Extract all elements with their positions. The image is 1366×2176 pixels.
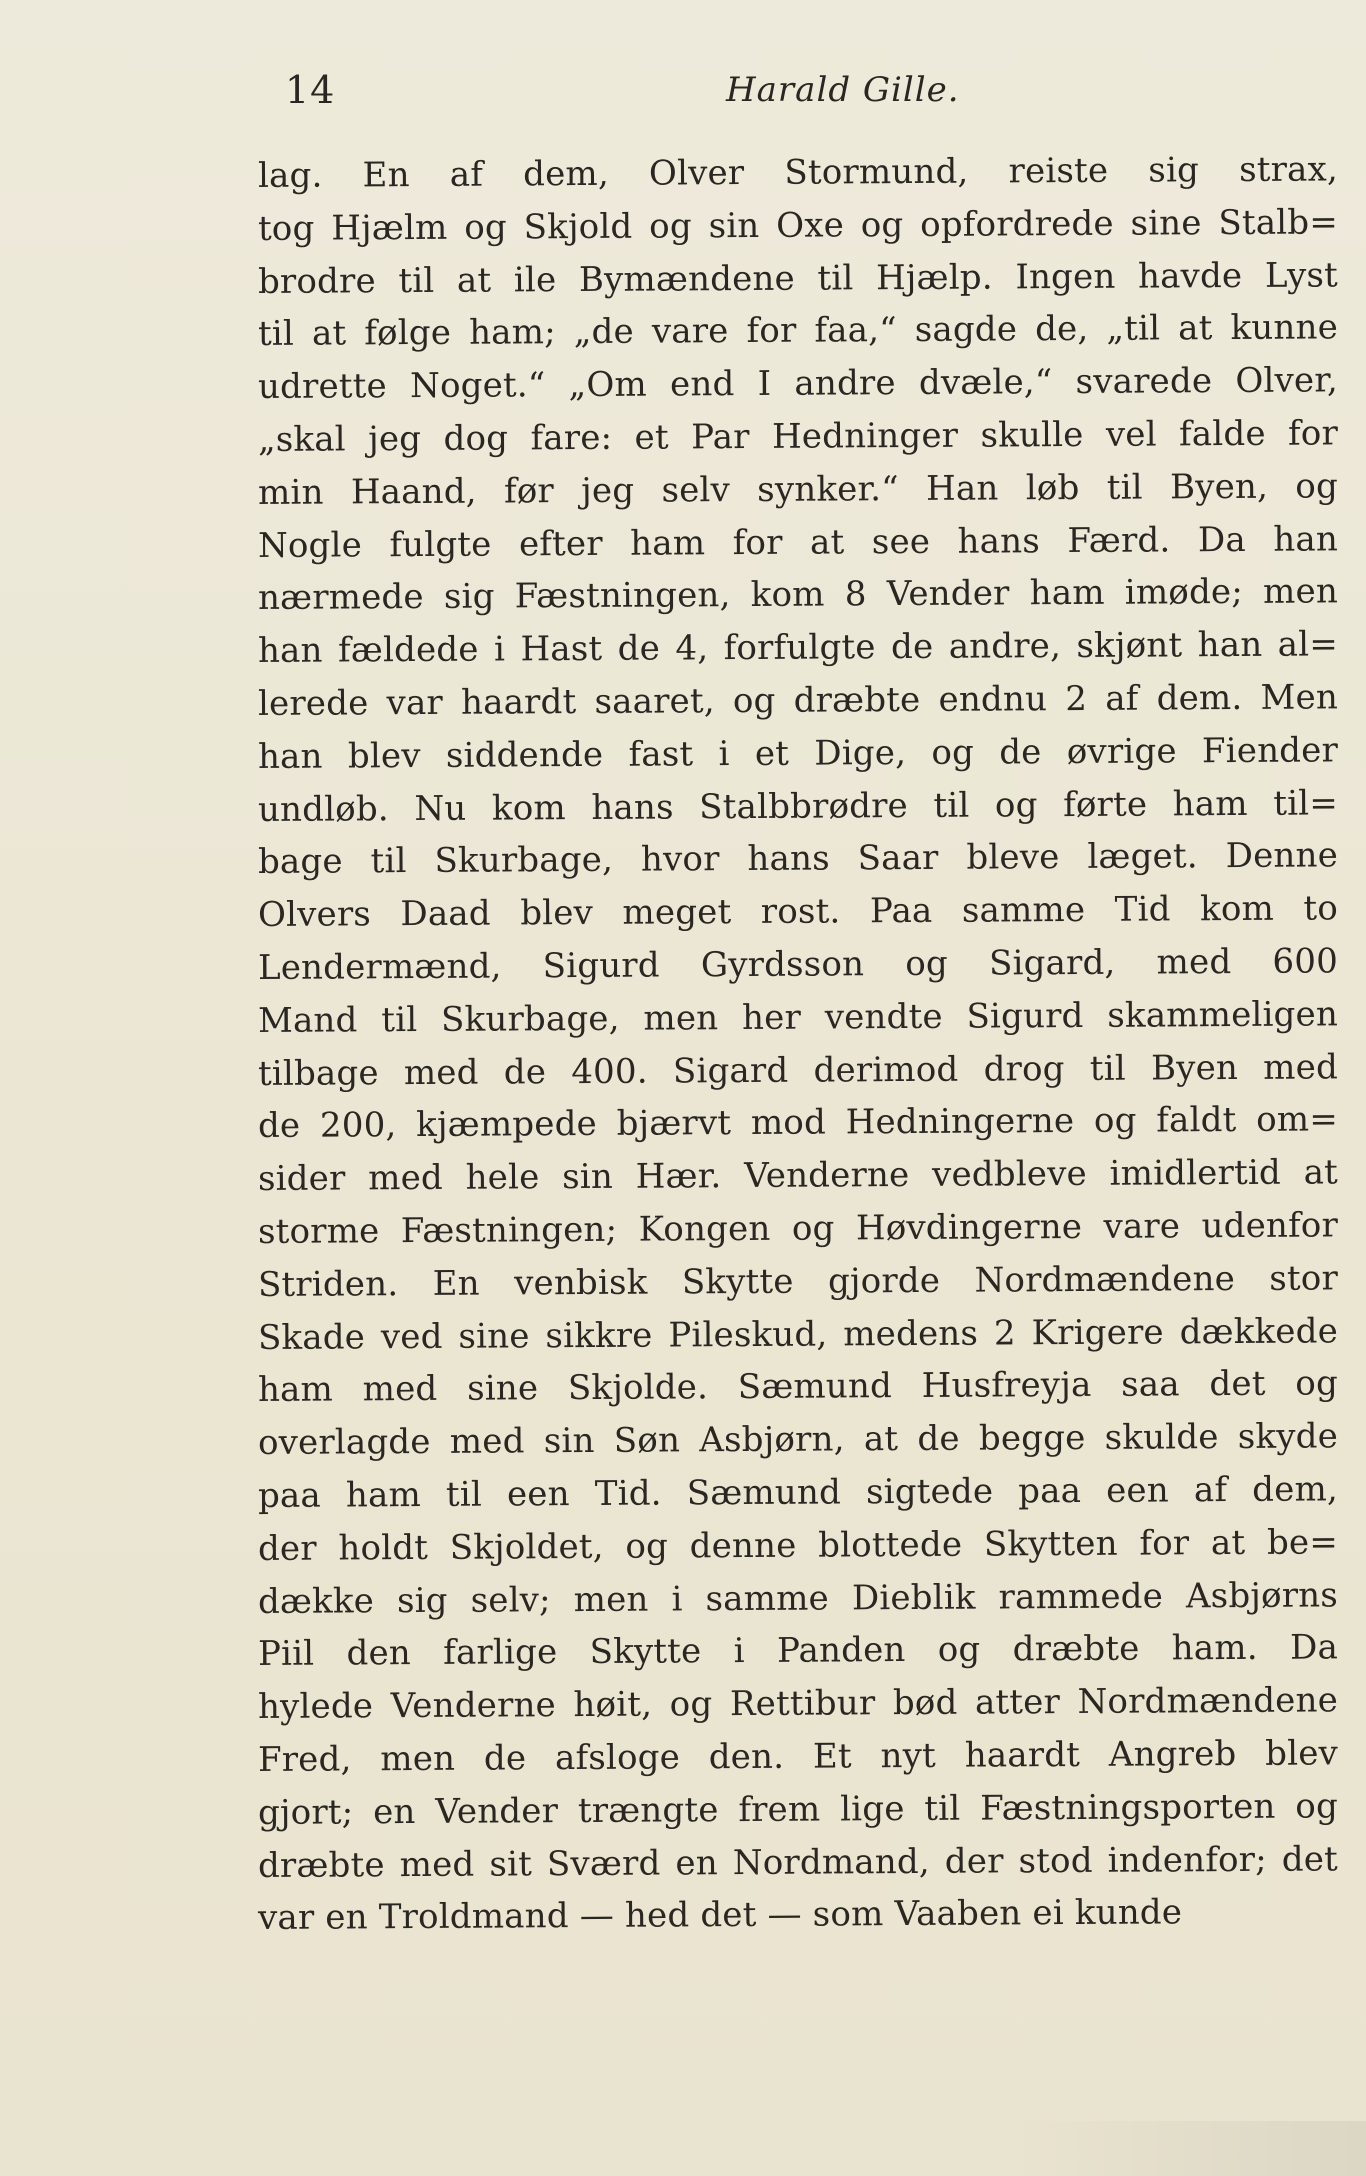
text-line: ham med sine Skjolde. Sæmund Husfreyja saa det og <box>257 1363 1339 1411</box>
text-line: tilbage med de 400. Sigard derimod drog til Byen med <box>257 1046 1339 1094</box>
text-line: Mand til Skurbage, men her vendte Sigurd skammeligen <box>257 994 1339 1041</box>
text-line: nærmede sig Fæstningen, kom 8 Vender ham imøde; men <box>257 571 1339 619</box>
text-line: overlagde med sin Søn Asbjørn, at de begge skulde skyde <box>257 1416 1339 1464</box>
text-line: sider med hele sin Hær. Venderne vedbleve imidlertid at <box>257 1152 1339 1200</box>
text-line: lerede var haardt saaret, og dræbte endnu 2 af dem. Men <box>257 677 1339 724</box>
text-line: dræbte med sit Sværd en Nordmand, der stod indenfor; det <box>257 1838 1339 1886</box>
text-line: Olvers Daad blev meget rost. Paa samme Tid kom to <box>257 888 1339 936</box>
page-number: 14 <box>285 68 336 112</box>
text-line: Skade ved sine sikkre Pileskud, medens 2 Krigere dækkede <box>257 1310 1339 1358</box>
text-line: hylede Venderne høit, og Rettibur bød atter Nordmændene <box>257 1680 1339 1728</box>
text-line: brodre til at ile Bymændene til Hjælp. Ingen havde Lyst <box>257 254 1339 302</box>
text-line: bage til Skurbage, hvor hans Saar bleve læget. Denne <box>257 835 1339 883</box>
text-line: Striden. En venbisk Skytte gjorde Nordmændene stor <box>257 1258 1339 1305</box>
page-edge-shadow <box>1006 2121 1366 2176</box>
text-line: der holdt Skjoldet, og denne blottede Skytten for at be= <box>257 1522 1339 1569</box>
text-line: dække sig selv; men i samme Dieblik rammede Asbjørns <box>257 1574 1339 1622</box>
text-line: han blev siddende fast i et Dige, og de øvrige Fiender <box>257 730 1339 777</box>
body-text <box>258 150 1338 1945</box>
text-line: til at følge ham; „de vare for faa,“ sagde de, „til at kunne <box>257 307 1339 355</box>
text-line: Nogle fulgte efter ham for at see hans Færd. Da han <box>257 518 1339 566</box>
text-line: udrette Noget.“ „Om end I andre dvæle,“ svarede Olver, <box>257 360 1339 408</box>
text-line: Lendermænd, Sigurd Gyrdsson og Sigard, med 600 <box>257 941 1339 988</box>
text-line: Fred, men de afsloge den. Et nyt haardt Angreb blev <box>257 1733 1339 1780</box>
text-line: Piil den farlige Skytte i Panden og dræbte ham. Da <box>257 1627 1339 1675</box>
text-line: paa ham til een Tid. Sæmund sigtede paa een af dem, <box>257 1469 1339 1516</box>
text-line: de 200, kjæmpede bjærvt mod Hedningerne og faldt om= <box>257 1099 1339 1147</box>
text-line: storme Fæstningen; Kongen og Høvdingerne vare udenfor <box>257 1205 1339 1252</box>
text-line: tog Hjælm og Skjold og sin Oxe og opfordrede sine Stalb= <box>257 202 1339 249</box>
text-line: undløb. Nu kom hans Stalbbrødre til og førte ham til= <box>257 782 1339 830</box>
text-line: min Haand, før jeg selv synker.“ Han løb til Byen, og <box>257 466 1339 513</box>
text-line: lag. En af dem, Olver Stormund, reiste sig strax, <box>257 149 1339 196</box>
text-line: han fældede i Hast de 4, forfulgte de andre, skjønt han al= <box>257 624 1339 672</box>
text-line: „skal jeg dog fare: et Par Hedninger skulle vel falde for <box>257 413 1339 460</box>
text-line: var en Troldmand — hed det — som Vaaben ei kunde <box>257 1892 1183 1939</box>
page-header <box>285 68 1337 120</box>
text-line: gjort; en Vender trængte frem lige til Fæstningsporten og <box>257 1786 1339 1833</box>
running-title: Harald Gille. <box>726 70 960 110</box>
